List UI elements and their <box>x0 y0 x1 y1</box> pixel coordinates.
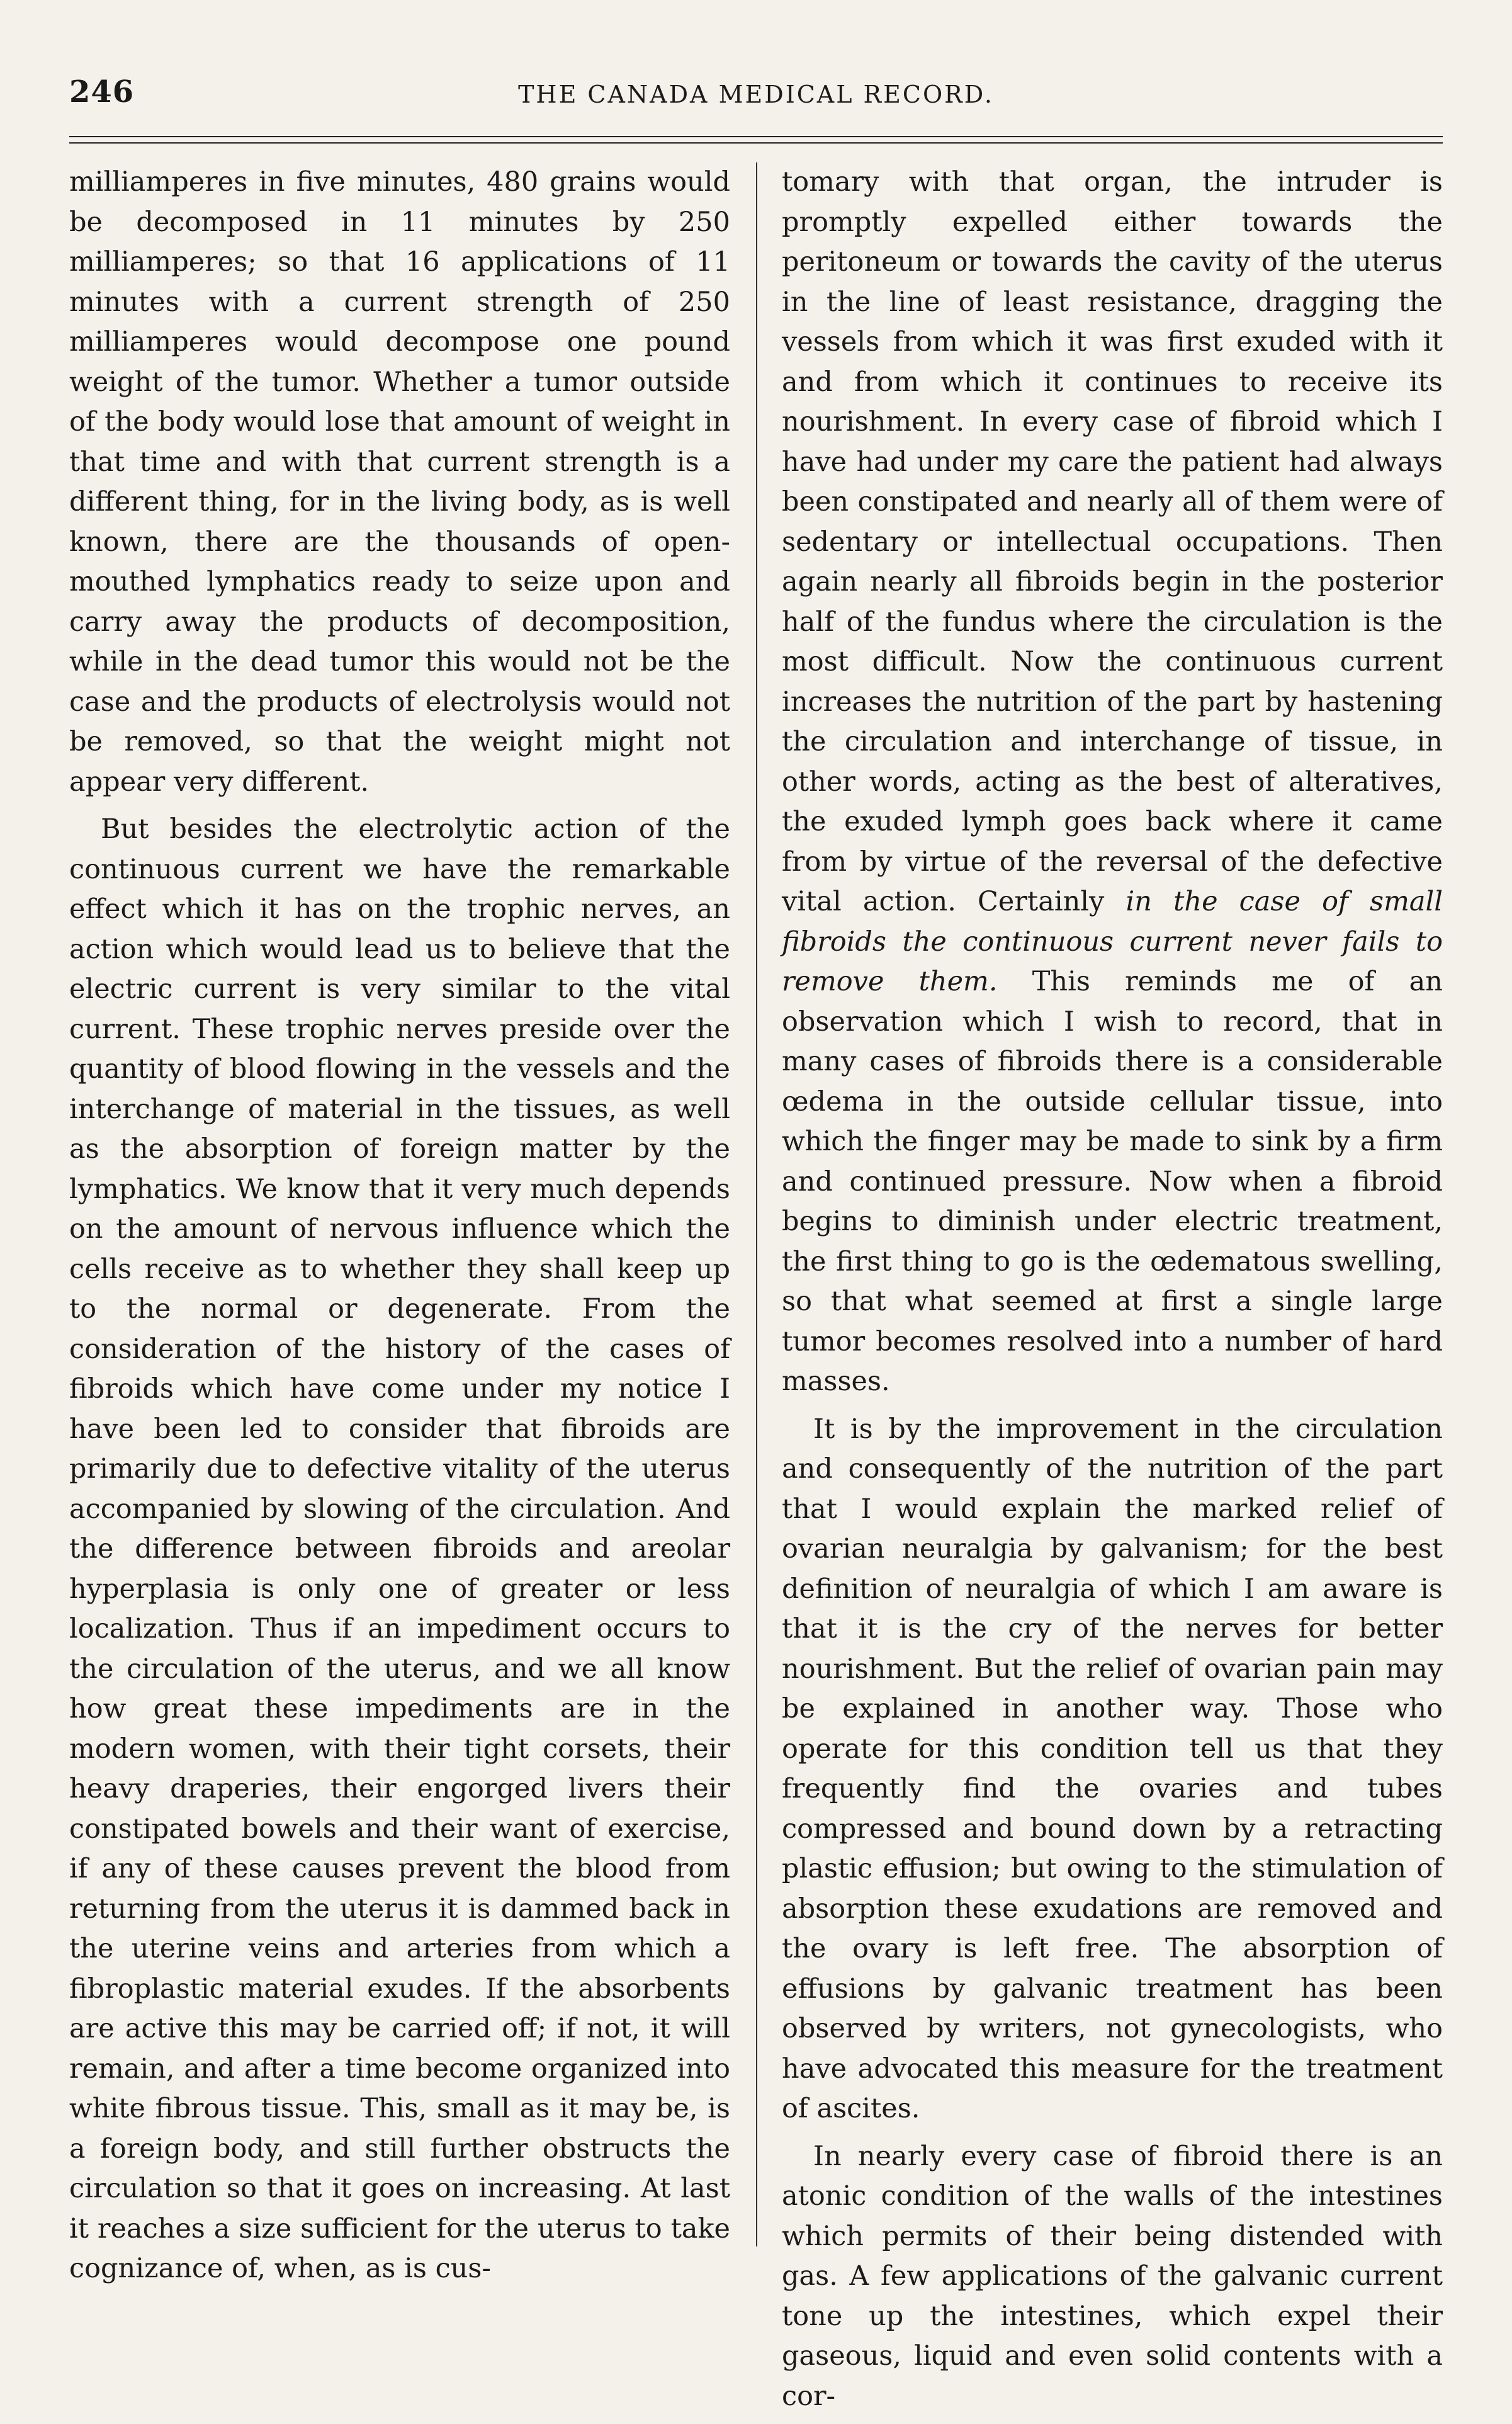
paragraph <box>782 162 1443 1402</box>
italic-emphasis: in the case of small fibroids the continuous current never fails to remove them. <box>782 886 1443 997</box>
column-divider <box>756 162 757 2246</box>
paragraph: But besides the electrolytic action of the continuous current we have the remarkable effect which it has on the trophic nerves, an action which would lead us to believe that the electric current is very similar to the vital current. These trophic nerves preside over the quantity of blood flowing in the vessels and the interchange of material in the tissues, as well as the absorption of foreign matter by the lymphatics. We know that it very much depends on the amount of nervous influence which the cells receive as to whether they shall keep up to the normal or degenerate. From the consideration of the history of the cases of fibroids which have come under my notice I have been led to consider that fibroids are primarily due to defective vitality of the uterus accompanied by slowing of the circulation. And the difference between fibroids and areolar hyperplasia is only one of greater or less localization. Thus if an impediment occurs to the circulation of the uterus, and we all know how great these impediments are in the modern women, with their tight corsets, their heavy draperies, their engorged livers their constipated bowels and their want of exercise, if any of these causes prevent the blood from returning from the uterus it is dammed back in the uterine veins and arteries from which a fibroplastic material exudes. If the absorbents are active this may be carried off; if not, it will remain, and after a time become organized into white fibrous tissue. This, small as it may be, is a foreign body, and still further obstructs the circulation so that it goes on increasing. At last it reaches a size sufficient for the uterus to take cognizance of, when, as is cus- <box>69 813 730 2284</box>
page-header <box>69 74 1443 118</box>
text-columns <box>69 162 1443 2412</box>
header-rule-top <box>69 136 1443 137</box>
paragraph: In nearly every case of fibroid there is an atonic condition of the walls of the intestines which permits of their being distended with gas. A few applications of the galvanic current tone up the intestines, which expel their gaseous, liquid and even solid contents with a cor- <box>782 2140 1443 2412</box>
left-column <box>69 162 730 2297</box>
paragraph: milliamperes in five minutes, 480 grains would be decomposed in 11 minutes by 250 milliamperes; so that 16 applications of 11 minutes with a current strength of 250 milliamperes would decompose one pound weight of the tumor. Whether a tumor outside of the body would lose that amount of weight in that time and with that current strength is a different thing, for in the living body, as is well known, there are the thousands of open-mouthed lymphatics ready to seize upon and carry away the products of decomposition, while in the dead tumor this would not be the case and the products of electrolysis would not be removed, so that the weight might not appear very different. <box>69 166 730 798</box>
right-column <box>782 162 1443 2424</box>
paragraph-text: This reminds me of an observation which I wish to record, that in many cases of fibroids there is a considerable œdema in the outside cellular tissue, into which the finger may be made to sink by a firm and continued pressure. Now when a fibroid begins to diminish under electric treatment, the first thing to go is the œdematous swelling, so that what seemed at first a single large tumor becomes resolved into a number of hard masses. <box>782 966 1443 1397</box>
page-number: 246 <box>69 74 135 110</box>
running-title: THE CANADA MEDICAL RECORD. <box>518 81 994 108</box>
paragraph-text: tomary with that organ, the intruder is promptly expelled either towards the peritoneum or towards the cavity of the uterus in the line of least resistance, dragging the vessels from which it was first exuded with it and from which it continues to receive its nourishment. In every case of fibroid which I have had under my care the patient had always been constipated and nearly all of them were of sedentary or intellectual occupations. Then again nearly all fibroids begin in the posterior half of the fundus where the circulation is the most difficult. Now the continuous current increases the nutrition of the part by hastening the circulation and interchange of tissue, in other words, acting as the best of alteratives, the exuded lymph goes back where it came from by virtue of the reversal of the defective vital action. Certainly <box>782 166 1443 917</box>
header-rule-bottom <box>69 142 1443 144</box>
paragraph: It is by the improvement in the circulation and consequently of the nutrition of the part that I would explain the marked relief of ovarian neuralgia by galvanism; for the best definition of neuralgia of which I am aware is that it is the cry of the nerves for better nourishment. But the relief of ovarian pain may be explained in another way. Those who operate for this condition tell us that they frequently find the ovaries and tubes compressed and bound down by a retracting plastic effusion; but owing to the stimulation of absorption these exudations are removed and the ovary is left free. The absorption of effusions by galvanic treatment has been observed by writers, not gynecologists, who have advocated this measure for the treatment of ascites. <box>782 1413 1443 2124</box>
